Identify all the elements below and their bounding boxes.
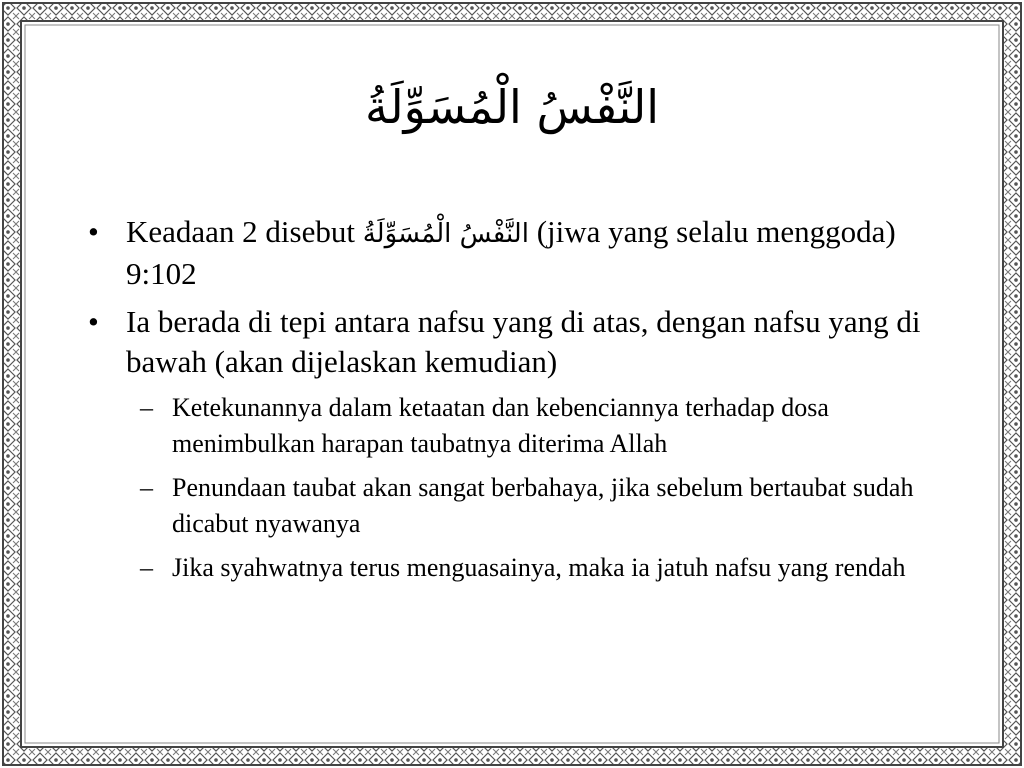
bullet-icon: • <box>88 304 99 339</box>
bullet-text-arabic: النَّفْسُ الْمُسَوِّلَةُ <box>362 219 529 249</box>
bullet-item <box>88 212 948 294</box>
sub-bullet-text: Penundaan taubat akan sangat berbahaya, jika sebelum bertaubat sudah dicabut nyawanya <box>172 473 914 538</box>
slide-body <box>88 212 948 594</box>
bullet-icon: • <box>88 214 99 249</box>
sub-bullet-item <box>140 390 948 462</box>
bullet-text-pre: Keadaan 2 disebut <box>126 214 355 249</box>
dash-icon: – <box>140 393 153 422</box>
sub-bullet-item <box>140 470 948 542</box>
sub-bullet-text: Ketekunannya dalam ketaatan dan kebenciannya terhadap dosa menimbulkan harapan taubatnya diterima Allah <box>172 393 829 458</box>
sub-bullet-item <box>140 550 948 586</box>
slide-title: النَّفْسُ الْمُسَوِّلَةُ <box>364 80 660 134</box>
dash-icon: – <box>140 473 153 502</box>
bullet-item <box>88 302 948 382</box>
sub-bullet-text: Jika syahwatnya terus menguasainya, maka ia jatuh nafsu yang rendah <box>172 553 906 582</box>
dash-icon: – <box>140 553 153 582</box>
bullet-text-post: (jiwa yang selalu menggoda) 9:102 <box>126 214 896 291</box>
bullet-text: Ia berada di tepi antara nafsu yang di atas, dengan nafsu yang di bawah (akan dijelaskan kemudian) <box>126 304 921 379</box>
